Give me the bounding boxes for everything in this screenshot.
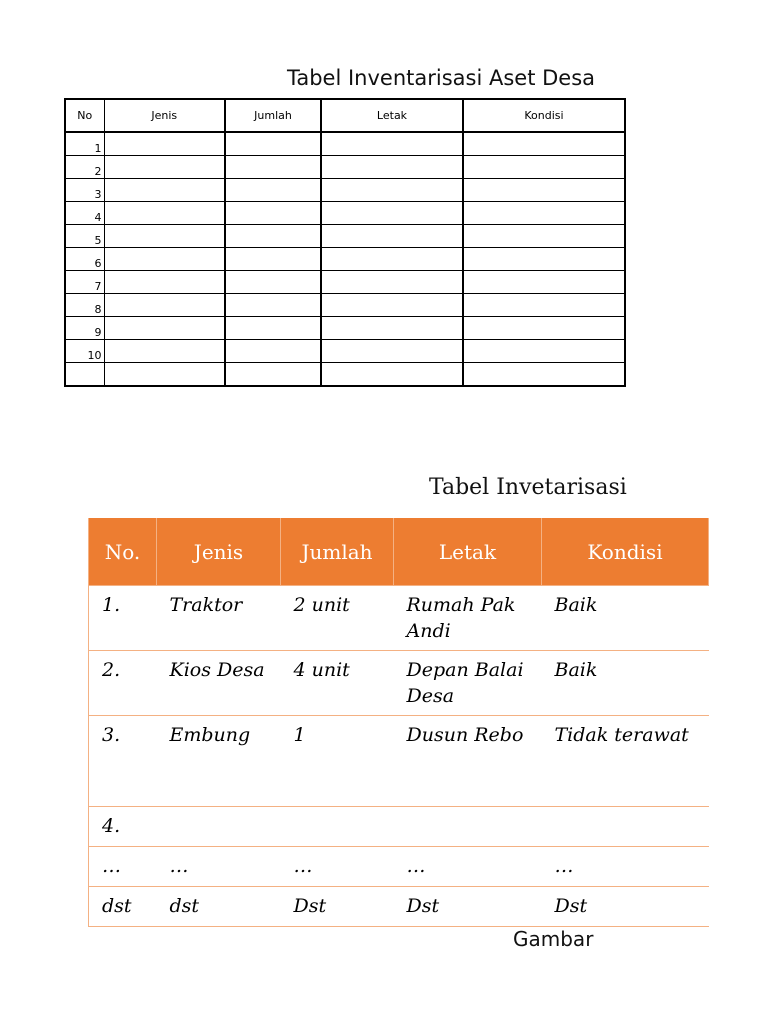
table2-cell-no: 1. [89, 586, 157, 651]
table1-header-kondisi: Kondisi [463, 99, 625, 132]
table1-cell [321, 317, 463, 340]
table1-cell-no [65, 363, 104, 387]
table1-cell [225, 340, 321, 363]
table1-cell [321, 225, 463, 248]
table2-row [89, 887, 709, 927]
table1-cell [225, 271, 321, 294]
figure-caption: Gambar [513, 927, 594, 951]
table1-header-letak: Letak [321, 99, 463, 132]
table1-cell [463, 156, 625, 179]
table2-header-kondisi: Kondisi [542, 518, 709, 586]
table1-cell [321, 179, 463, 202]
table2-header-jenis: Jenis [157, 518, 281, 586]
table1-cell-no: 1 [65, 132, 104, 156]
table2-cell-no: dst [89, 887, 157, 927]
table2-cell-jenis: Embung [157, 716, 281, 807]
table1-cell-no: 6 [65, 248, 104, 271]
table1-cell-no: 9 [65, 317, 104, 340]
table1-cell-no: 5 [65, 225, 104, 248]
table2-title: Tabel Invetarisasi [429, 475, 627, 500]
table1-cell-no: 2 [65, 156, 104, 179]
table2-header-row [89, 518, 709, 586]
table1-cell [463, 363, 625, 387]
table2-cell-kondisi: Dst [542, 887, 709, 927]
table1-cell [225, 294, 321, 317]
table2-cell-kondisi [542, 807, 709, 847]
table1-row [65, 340, 625, 363]
table1-row [65, 317, 625, 340]
table1-cell [104, 340, 225, 363]
table1-cell [104, 156, 225, 179]
table1-cell [463, 202, 625, 225]
table2-cell-letak: Dusun Rebo [394, 716, 542, 807]
table1-cell [225, 363, 321, 387]
table1-cell-no: 3 [65, 179, 104, 202]
table2-cell-kondisi: Baik [542, 586, 709, 651]
table1-cell [225, 202, 321, 225]
table2-row [89, 716, 709, 807]
table2-header-letak: Letak [394, 518, 542, 586]
table2-cell-no: … [89, 847, 157, 887]
table2-cell-letak: Dst [394, 887, 542, 927]
table1-cell [463, 179, 625, 202]
table1-title: Tabel Inventarisasi Aset Desa [287, 66, 596, 90]
table2-cell-jumlah [281, 807, 394, 847]
table1 [64, 98, 626, 387]
table2-row [89, 847, 709, 887]
table2-header-jumlah: Jumlah [281, 518, 394, 586]
table1-cell [104, 202, 225, 225]
table1-header-no: No [65, 99, 104, 132]
table2-cell-jenis: … [157, 847, 281, 887]
table1-cell [321, 294, 463, 317]
table2-cell-no: 4. [89, 807, 157, 847]
table1-cell [463, 225, 625, 248]
table1-row [65, 294, 625, 317]
table1-cell-no: 8 [65, 294, 104, 317]
table2-cell-no: 3. [89, 716, 157, 807]
table1-cell [104, 317, 225, 340]
table2-cell-jumlah: 4 unit [281, 651, 394, 716]
table1-row [65, 248, 625, 271]
table1-cell [104, 132, 225, 156]
table1-row [65, 363, 625, 387]
table2-cell-jenis [157, 807, 281, 847]
table2-cell-letak: … [394, 847, 542, 887]
table1-cell [225, 179, 321, 202]
table2-cell-jenis: Kios Desa [157, 651, 281, 716]
table1-cell [321, 363, 463, 387]
table1-cell [321, 156, 463, 179]
table1-cell [463, 294, 625, 317]
table1-header-row [65, 99, 625, 132]
table2-cell-kondisi: … [542, 847, 709, 887]
table2 [88, 518, 709, 927]
table1-cell [321, 202, 463, 225]
table2-cell-jumlah: 1 [281, 716, 394, 807]
table1-cell [463, 340, 625, 363]
table2-row [89, 651, 709, 716]
table2-cell-jumlah: … [281, 847, 394, 887]
table1-cell [321, 271, 463, 294]
table1-cell [463, 248, 625, 271]
table1-cell [225, 156, 321, 179]
table1-cell [463, 317, 625, 340]
table2-cell-kondisi: Baik [542, 651, 709, 716]
table1-row [65, 225, 625, 248]
table2-cell-jumlah: 2 unit [281, 586, 394, 651]
table2-row [89, 586, 709, 651]
table1-cell [225, 225, 321, 248]
table1-cell [225, 248, 321, 271]
table2-cell-jenis: Traktor [157, 586, 281, 651]
table1-row [65, 179, 625, 202]
table2-cell-letak: Depan Balai Desa [394, 651, 542, 716]
table1-cell-no: 10 [65, 340, 104, 363]
table1-cell [321, 132, 463, 156]
table1-row [65, 132, 625, 156]
table1-header-jumlah: Jumlah [225, 99, 321, 132]
table2-cell-no: 2. [89, 651, 157, 716]
table2-cell-jumlah: Dst [281, 887, 394, 927]
table2-cell-letak: Rumah Pak Andi [394, 586, 542, 651]
table2-row [89, 807, 709, 847]
table1-cell [104, 225, 225, 248]
table1-cell [463, 271, 625, 294]
table1-cell [104, 294, 225, 317]
table1-cell [104, 363, 225, 387]
table1-cell [463, 132, 625, 156]
table1-cell-no: 4 [65, 202, 104, 225]
table1-row [65, 156, 625, 179]
table1-header-jenis: Jenis [104, 99, 225, 132]
table1-cell-no: 7 [65, 271, 104, 294]
table1-cell [225, 317, 321, 340]
table1-cell [321, 340, 463, 363]
table1-cell [104, 248, 225, 271]
table1-row [65, 271, 625, 294]
table1-cell [225, 132, 321, 156]
table2-cell-letak [394, 807, 542, 847]
table1-cell [104, 179, 225, 202]
table1-cell [321, 248, 463, 271]
table2-header-no: No. [89, 518, 157, 586]
table2-cell-kondisi: Tidak terawat [542, 716, 709, 807]
table1-cell [104, 271, 225, 294]
table2-cell-jenis: dst [157, 887, 281, 927]
table1-row [65, 202, 625, 225]
